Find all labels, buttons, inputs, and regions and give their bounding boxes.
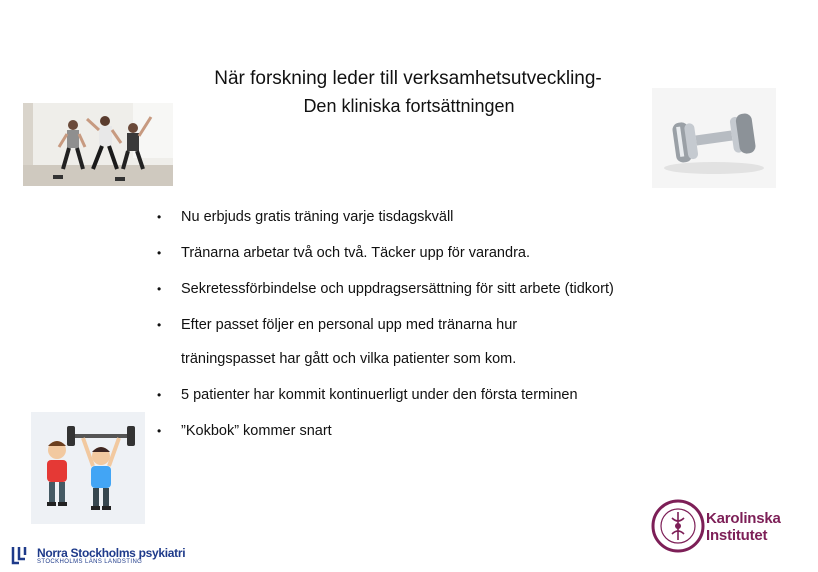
ki-line2: Institutet [706,527,768,544]
ki-seal-icon [650,496,710,556]
ki-line1: Karolinska [706,510,781,527]
bullet-item: • Nu erbjuds gratis träning varje tisdagskväll [157,200,677,234]
bullet-item: • 5 patienter har kommit kontinuerligt under den första terminen [157,378,701,412]
nsp-name: Norra Stockholms psykiatri [37,546,186,560]
bullet-item: • Efter passet följer en personal upp med tränarna hur träningspasset har gått och vilka patienter som kom. [157,308,601,376]
ki-wordmark [706,510,781,544]
sll-logo-icon [10,543,34,567]
cartoon-weightlifters-image [31,412,145,524]
fitness-class-photo [23,103,173,186]
slide-title-line2: Den kliniska fortsättningen [303,96,515,116]
bullet-item: • Sekretessförbindelse och uppdragsersättning för sitt arbete (tidkort) [157,272,661,306]
nsp-subtitle: STOCKHOLMS LÄNS LANDSTING [37,559,143,565]
dumbbell-photo [652,88,776,188]
bullet-item: • Tränarna arbetar två och två. Täcker upp för varandra. [157,236,677,270]
slide-title-line1: När forskning leder till verksamhetsutveckling- [214,68,602,89]
bullet-list [157,200,677,448]
bullet-item: • ”Kokbok” kommer snart [157,414,677,448]
